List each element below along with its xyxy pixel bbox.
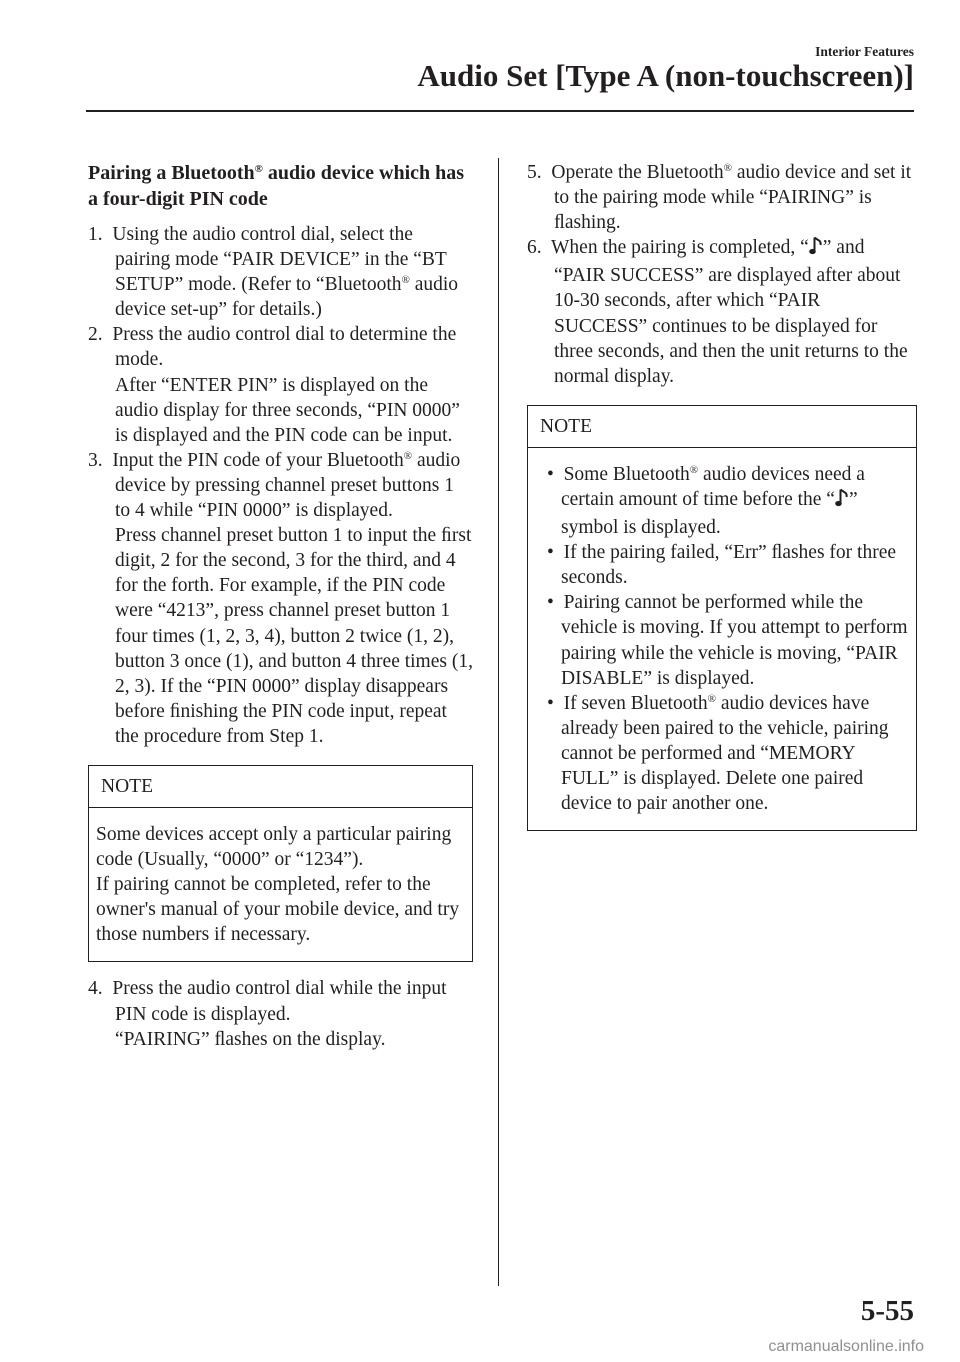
section-label: Interior Features (815, 44, 914, 59)
step-number: 4. (88, 978, 103, 1000)
step-4: 4. Press the audio control dial while the input PIN code is displayed. “PAIRING” ﬂashes on the display. (88, 976, 473, 1051)
step-number: 2. (88, 324, 103, 346)
bullet-icon: • (547, 592, 554, 614)
page-number: 5-55 (860, 1295, 914, 1327)
note-body: Some devices accept only a particular pairing code (Usually, “0000” or “1234”). If pairing cannot be completed, refer to the owner's manual of your mobile device, and try those numbers if necessary. (96, 823, 460, 946)
step-3: 3. Input the PIN code of your Bluetooth® audio device by pressing channel preset buttons 1 to 4 while “PIN 0000” is displayed. Press channel preset button 1 to input the ﬁrst digit, 2 for the second, 3 for the third, and 4 for the forth. For example, if the PIN code were “4213”, press channel preset button 1 four times (1, 2, 3, 4), button 2 twice (1, 2), button 3 once (1), and button 4 three times (1, 2, 3). If the “PIN 0000” display disappears before ﬁnishing the PIN code input, repeat the procedure from Step 1. (88, 448, 473, 749)
note-body (528, 448, 916, 830)
step-6: 6. When the pairing is completed, “ ” and “PAIR SUCCESS” are displayed after about 10-30 seconds, after which “PAIR SUCCESS” continues to be displayed for three seconds, and then the unit returns to the normal display. (527, 237, 908, 387)
step-2: 2. Press the audio control dial to determine the mode. After “ENTER PIN” is displayed on the audio display for three seconds, “PIN 0000” is displayed and the PIN code can be input. (88, 322, 473, 447)
left-column (88, 160, 473, 1052)
subsection-heading: Pairing a Bluetooth® audio device which has a four-digit PIN code (88, 162, 465, 210)
step-3-detail: Press channel preset button 1 to input the ﬁrst digit, 2 for the second, 3 for the third, and 4 for the forth. For example, if the PIN code were “4213”, press channel preset button 1 four times (1, 2, 3, 4), button 2 twice (1, 2), button 3 once (1), and button 4 three times (1, 2, 3). If the “PIN 0000” display disappears before ﬁnishing the PIN code input, repeat the procedure from Step 1. (115, 525, 473, 747)
note-bullet-4: • If seven Bluetooth® audio devices have already been paired to the vehicle, pairing cannot be performed and “MEMORY FULL” is displayed. Delete one paired device to pair another one. (547, 692, 889, 815)
column-divider (498, 158, 499, 1286)
watermark: carmanualsonline.info (768, 1338, 924, 1355)
music-note-icon (809, 236, 823, 263)
note-title: NOTE (89, 766, 472, 808)
step-5: 5. Operate the Bluetooth® audio device and set it to the pairing mode while “PAIRING” is ﬂashing. (527, 162, 912, 234)
bullet-icon: • (547, 542, 554, 564)
step-2-detail: After “ENTER PIN” is displayed on the audio display for three seconds, “PIN 0000” is displayed and the PIN code can be input. (115, 374, 460, 446)
right-column (527, 160, 917, 845)
step-number: 6. (527, 237, 542, 259)
step-4-detail: “PAIRING” ﬂashes on the display. (115, 1028, 386, 1050)
step-number: 1. (88, 224, 103, 245)
bullet-icon: • (547, 463, 554, 485)
page-heading: Audio Set [Type A (non-touchscreen)] (417, 58, 914, 93)
step-number: 5. (527, 162, 542, 183)
note-box (88, 765, 473, 962)
note-title: NOTE (528, 406, 916, 448)
music-note-icon (835, 488, 849, 515)
step-number: 3. (88, 449, 103, 471)
header-rule (86, 110, 914, 112)
note-bullet-1: • Some Bluetooth® audio devices need a certain amount of time before the “ ” symbol is displayed. (547, 463, 865, 539)
note-bullet-3: • Pairing cannot be performed while the vehicle is moving. If you attempt to perform pairing while the vehicle is moving, “PAIR DISABLE” is displayed. (547, 592, 908, 689)
bullet-icon: • (547, 692, 554, 714)
step-1: 1. Using the audio control dial, select the pairing mode “PAIR DEVICE” in the “BT SETUP” mode. (Refer to “Bluetooth® audio device set-up” for details.) (88, 224, 459, 321)
note-bullet-2: • If the pairing failed, “Err” ﬂashes for three seconds. (547, 542, 897, 589)
note-box (527, 405, 917, 831)
